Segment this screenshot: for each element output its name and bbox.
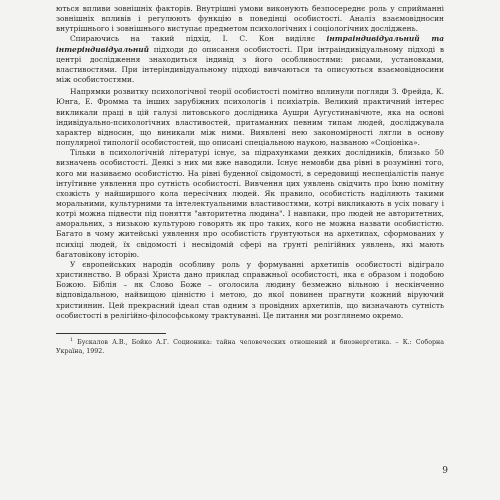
paragraph-2-lead: Спираючись на такий підхід, І. С. Кон виділяє: [70, 34, 316, 44]
footnote-divider: [56, 333, 166, 334]
paragraph-4: Тільки в психологічній літературі існує, за підрахунками деяких дослідників, близько 50 визначень особистості. Деякі з них ми вже наводили. Існує немовби два рівні в розумінні того, кого ми називаємо особистістю. На рівні буденної свідомості, в середовищі неспеціалістів панує інтуїтивне уявлення про сутність особистості. Вивчення цих уявлень свідчить про їхню помітну схожість у найширшого кола пересічних людей. Як правило, особистість наділяють такими моральними, культурними та інтелектуальними властивостями, котрі викликають в усіх повагу і котрі можна підвести під поняття "авторитетна людина". І навпаки, про людей не авторитетних, аморальних, з низькою культурою говорять як про таких, кого не можна назвати особистістю. Багато в чому житейські уявлення про особистість ґрунтуються на архетипах, сформованих у психіці людей, їх свідомості і несвідомій сфері на ґрунті релігійних уявлень, які мають багатовікову історію.: [56, 148, 444, 259]
paragraph-2-emphasis: інтраіндивідуальний та інтеріндивідуальний: [56, 34, 444, 54]
paragraph-2: [56, 34, 444, 85]
paragraph-1: ються впливи зовнішніх факторів. Внутрішні умови виконують безпосереднє роль у сприйманні зовнішніх впливів і регулюють функцію в поведінці особистості. Аналіз взаємовідносин внутрішнього і зовнішнього виступає предметом психологічних і соціологічних досліджень.: [56, 4, 444, 34]
paragraph-5: У європейських народів особливу роль у формуванні архетипів особистості відіграло християнство. В образі Христа дано приклад справжньої особистості, яка є образом і подобою Божою. Біблія – як Слово Боже – оголосила людину безмежно вільною і нескінченно відповідальною, найвищою цінністю і метою, до якої повинен прагнути кожний віруючий християнин. Цей прекрасний ідеал став одним з провідних архетипів, що визначають сутність особистості в релігійно-філософському трактуванні. Це питання ми розглянемо окремо.: [56, 259, 444, 320]
footnote-marker: 1: [70, 337, 73, 343]
page-number: 9: [442, 466, 448, 476]
paragraph-3: Напрямки розвитку психологічної теорії особистості помітно вплинули погляди З. Фрейда, К. Юнга, Е. Фромма та інших зарубіжних психологів і психіатрів. Великий практичний інтерес викликали праці в цій галузі литовського дослідника Аушри Аугустинавічюте, яка на основі індивідуально-психологічних властивостей, притаманних певним типам людей, досліджувала характер відносин, що виникали між ними. Виявлені нею закономірності лягли в основу популярної типології особистостей, що описані спеціальною наукою, названою «Соціоніка».: [56, 87, 444, 148]
footnote-text: Бускалов А.В., Бойко А.Г. Соционика: тайна человеческих отношений и биоэнергетика. – К.: Соборна Україна, 1992.: [56, 338, 444, 355]
paragraph-2-rest: підходи до описання особистості. При інтраіндивідуальному підході в центрі дослідження знаходиться індивід з його особливостями: рисами, установками, властивостями. При інтеріндивідуальному підході вивчаються та описуються взаємовідносини між особистостями.: [56, 44, 444, 85]
footnote: [56, 337, 444, 356]
